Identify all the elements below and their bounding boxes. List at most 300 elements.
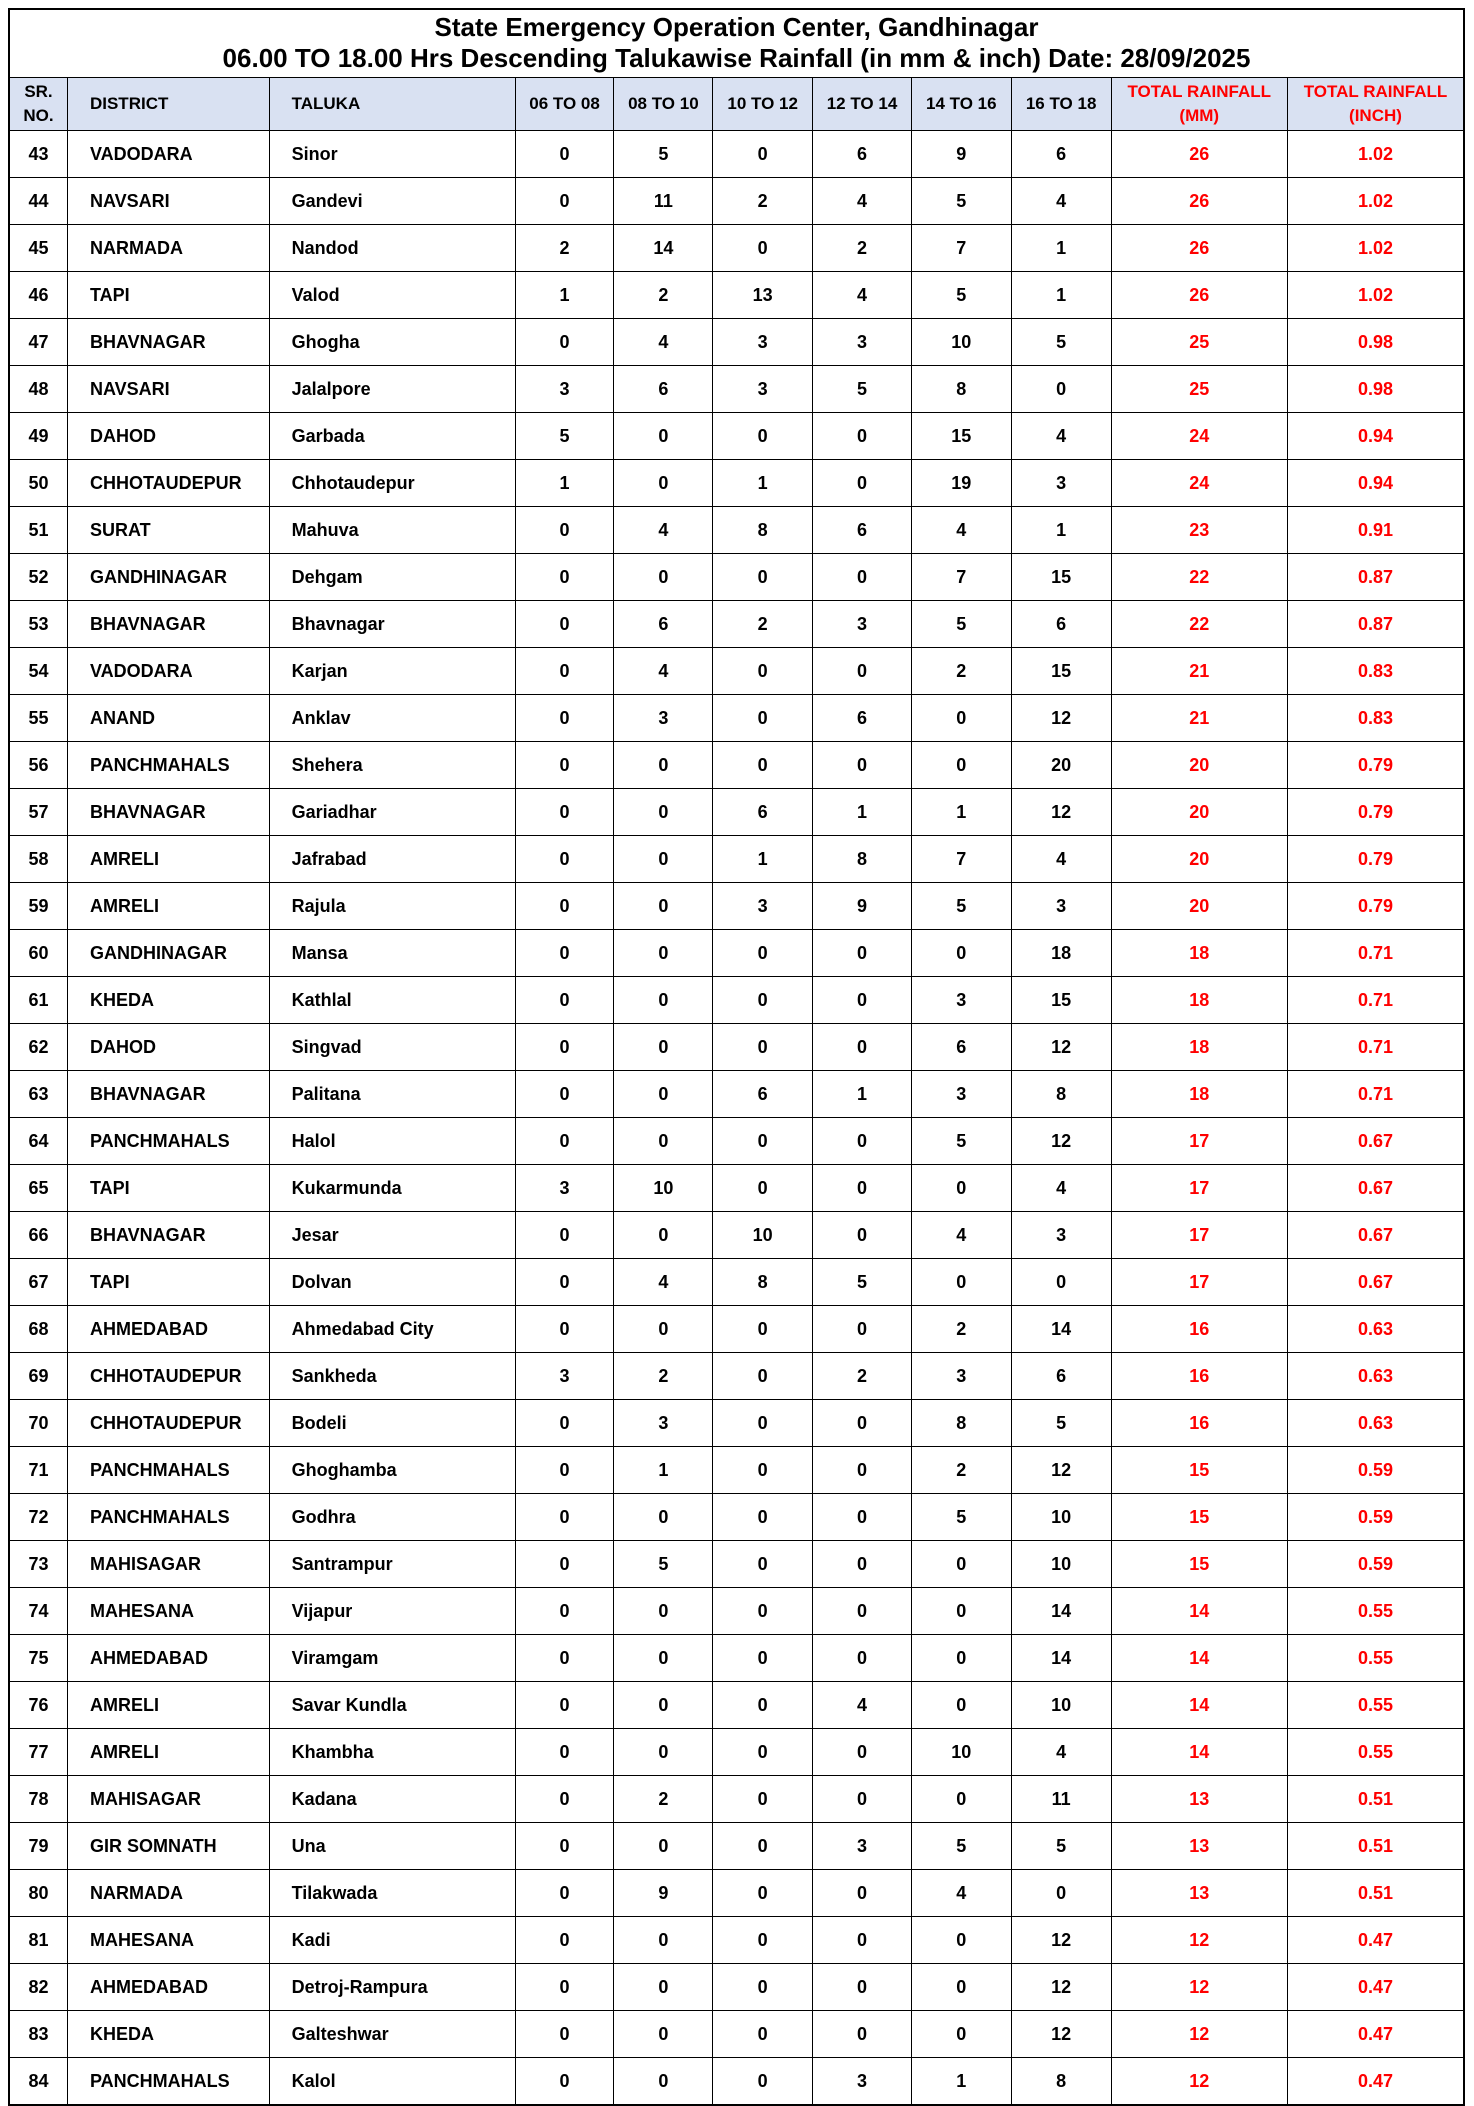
cell-district: AHMEDABAD [67, 1306, 269, 1353]
cell-08-to-10: 9 [614, 1870, 713, 1917]
cell-10-to-12: 0 [713, 225, 813, 272]
cell-total-inch: 1.02 [1287, 131, 1463, 178]
cell-total-mm: 26 [1111, 178, 1287, 225]
table-row [10, 742, 1463, 789]
cell-10-to-12: 0 [713, 1024, 813, 1071]
cell-12-to-14: 0 [813, 1165, 912, 1212]
table-row [10, 1212, 1463, 1259]
cell-06-to-08: 0 [515, 1259, 614, 1306]
cell-taluka: Dehgam [269, 554, 515, 601]
cell-total-inch: 0.67 [1287, 1118, 1463, 1165]
cell-district: NARMADA [67, 225, 269, 272]
table-row [10, 413, 1463, 460]
cell-taluka: Garbada [269, 413, 515, 460]
cell-14-to-16: 4 [911, 507, 1011, 554]
cell-06-to-08: 0 [515, 1588, 614, 1635]
cell-16-to-18: 4 [1011, 1165, 1111, 1212]
cell-06-to-08: 0 [515, 1917, 614, 1964]
cell-08-to-10: 0 [614, 1635, 713, 1682]
cell-10-to-12: 0 [713, 1447, 813, 1494]
cell-08-to-10: 0 [614, 460, 713, 507]
cell-12-to-14: 0 [813, 1870, 912, 1917]
cell-14-to-16: 15 [911, 413, 1011, 460]
cell-district: TAPI [67, 1259, 269, 1306]
cell-12-to-14: 0 [813, 1447, 912, 1494]
table-row [10, 836, 1463, 883]
cell-08-to-10: 3 [614, 1400, 713, 1447]
cell-district: PANCHMAHALS [67, 742, 269, 789]
cell-08-to-10: 5 [614, 1541, 713, 1588]
cell-12-to-14: 0 [813, 413, 912, 460]
cell-total-mm: 22 [1111, 554, 1287, 601]
cell-taluka: Mansa [269, 930, 515, 977]
cell-12-to-14: 4 [813, 178, 912, 225]
cell-12-to-14: 2 [813, 1353, 912, 1400]
cell-total-inch: 0.79 [1287, 742, 1463, 789]
cell-taluka: Valod [269, 272, 515, 319]
cell-10-to-12: 0 [713, 1400, 813, 1447]
cell-sr: 57 [10, 789, 67, 836]
cell-sr: 59 [10, 883, 67, 930]
cell-10-to-12: 0 [713, 554, 813, 601]
cell-14-to-16: 0 [911, 1588, 1011, 1635]
cell-sr: 44 [10, 178, 67, 225]
cell-district: BHAVNAGAR [67, 1071, 269, 1118]
cell-district: GANDHINAGAR [67, 554, 269, 601]
cell-08-to-10: 0 [614, 1917, 713, 1964]
cell-06-to-08: 0 [515, 1447, 614, 1494]
cell-total-inch: 0.55 [1287, 1682, 1463, 1729]
cell-10-to-12: 3 [713, 319, 813, 366]
cell-16-to-18: 3 [1011, 1212, 1111, 1259]
cell-total-inch: 0.83 [1287, 648, 1463, 695]
cell-sr: 68 [10, 1306, 67, 1353]
cell-10-to-12: 0 [713, 2011, 813, 2058]
cell-total-mm: 18 [1111, 977, 1287, 1024]
table-row [10, 319, 1463, 366]
cell-06-to-08: 0 [515, 1400, 614, 1447]
cell-total-inch: 0.55 [1287, 1588, 1463, 1635]
cell-sr: 45 [10, 225, 67, 272]
cell-total-mm: 17 [1111, 1165, 1287, 1212]
cell-district: PANCHMAHALS [67, 1447, 269, 1494]
cell-14-to-16: 3 [911, 1353, 1011, 1400]
cell-12-to-14: 0 [813, 977, 912, 1024]
cell-10-to-12: 0 [713, 1635, 813, 1682]
cell-10-to-12: 0 [713, 1306, 813, 1353]
cell-08-to-10: 0 [614, 554, 713, 601]
table-row [10, 1259, 1463, 1306]
cell-16-to-18: 12 [1011, 1917, 1111, 1964]
cell-08-to-10: 2 [614, 1353, 713, 1400]
cell-12-to-14: 0 [813, 1024, 912, 1071]
cell-08-to-10: 4 [614, 648, 713, 695]
cell-14-to-16: 3 [911, 1071, 1011, 1118]
cell-total-mm: 12 [1111, 2058, 1287, 2105]
cell-14-to-16: 5 [911, 1494, 1011, 1541]
cell-taluka: Gandevi [269, 178, 515, 225]
cell-total-inch: 0.47 [1287, 1917, 1463, 1964]
cell-total-inch: 1.02 [1287, 272, 1463, 319]
cell-12-to-14: 0 [813, 930, 912, 977]
cell-sr: 70 [10, 1400, 67, 1447]
cell-10-to-12: 0 [713, 1776, 813, 1823]
cell-12-to-14: 0 [813, 742, 912, 789]
rainfall-table [10, 78, 1463, 2105]
cell-08-to-10: 0 [614, 930, 713, 977]
cell-10-to-12: 0 [713, 1118, 813, 1165]
cell-sr: 47 [10, 319, 67, 366]
cell-total-mm: 13 [1111, 1870, 1287, 1917]
cell-total-inch: 0.67 [1287, 1165, 1463, 1212]
cell-taluka: Palitana [269, 1071, 515, 1118]
cell-16-to-18: 3 [1011, 460, 1111, 507]
cell-district: PANCHMAHALS [67, 1118, 269, 1165]
report-header [10, 10, 1463, 78]
table-row [10, 883, 1463, 930]
cell-total-mm: 21 [1111, 648, 1287, 695]
cell-10-to-12: 0 [713, 1870, 813, 1917]
cell-10-to-12: 2 [713, 178, 813, 225]
cell-district: TAPI [67, 1165, 269, 1212]
cell-total-mm: 20 [1111, 789, 1287, 836]
cell-total-mm: 16 [1111, 1306, 1287, 1353]
table-row [10, 695, 1463, 742]
cell-total-inch: 0.59 [1287, 1541, 1463, 1588]
cell-10-to-12: 8 [713, 1259, 813, 1306]
cell-12-to-14: 9 [813, 883, 912, 930]
cell-16-to-18: 6 [1011, 601, 1111, 648]
table-row [10, 1118, 1463, 1165]
cell-10-to-12: 3 [713, 366, 813, 413]
cell-12-to-14: 0 [813, 1964, 912, 2011]
cell-12-to-14: 0 [813, 1400, 912, 1447]
cell-06-to-08: 5 [515, 413, 614, 460]
col-header-total-mm: TOTAL RAINFALL (MM) [1111, 78, 1287, 131]
cell-taluka: Bhavnagar [269, 601, 515, 648]
cell-08-to-10: 0 [614, 1494, 713, 1541]
table-row [10, 789, 1463, 836]
cell-08-to-10: 5 [614, 131, 713, 178]
cell-total-inch: 0.55 [1287, 1729, 1463, 1776]
table-row [10, 1400, 1463, 1447]
cell-taluka: Kukarmunda [269, 1165, 515, 1212]
cell-district: AHMEDABAD [67, 1635, 269, 1682]
cell-06-to-08: 0 [515, 1776, 614, 1823]
cell-08-to-10: 0 [614, 1306, 713, 1353]
cell-total-mm: 26 [1111, 131, 1287, 178]
cell-08-to-10: 0 [614, 1729, 713, 1776]
cell-total-inch: 0.51 [1287, 1870, 1463, 1917]
cell-06-to-08: 0 [515, 836, 614, 883]
cell-08-to-10: 14 [614, 225, 713, 272]
cell-06-to-08: 0 [515, 1212, 614, 1259]
cell-total-inch: 0.63 [1287, 1353, 1463, 1400]
cell-08-to-10: 2 [614, 272, 713, 319]
cell-14-to-16: 2 [911, 1447, 1011, 1494]
cell-total-inch: 0.79 [1287, 836, 1463, 883]
cell-total-mm: 12 [1111, 1917, 1287, 1964]
cell-total-mm: 20 [1111, 742, 1287, 789]
cell-taluka: Bodeli [269, 1400, 515, 1447]
cell-06-to-08: 1 [515, 272, 614, 319]
cell-sr: 64 [10, 1118, 67, 1165]
cell-14-to-16: 0 [911, 1259, 1011, 1306]
table-row [10, 2011, 1463, 2058]
cell-total-mm: 18 [1111, 1071, 1287, 1118]
cell-total-inch: 0.79 [1287, 883, 1463, 930]
cell-total-mm: 26 [1111, 225, 1287, 272]
cell-district: MAHISAGAR [67, 1541, 269, 1588]
cell-08-to-10: 0 [614, 2058, 713, 2105]
col-header-06-to-08: 06 TO 08 [515, 78, 614, 131]
table-row [10, 178, 1463, 225]
cell-08-to-10: 4 [614, 319, 713, 366]
cell-08-to-10: 0 [614, 2011, 713, 2058]
cell-total-inch: 0.63 [1287, 1400, 1463, 1447]
cell-sr: 82 [10, 1964, 67, 2011]
cell-06-to-08: 0 [515, 131, 614, 178]
cell-14-to-16: 3 [911, 977, 1011, 1024]
cell-12-to-14: 0 [813, 1635, 912, 1682]
cell-08-to-10: 0 [614, 883, 713, 930]
cell-10-to-12: 0 [713, 648, 813, 695]
cell-taluka: Ahmedabad City [269, 1306, 515, 1353]
cell-sr: 77 [10, 1729, 67, 1776]
cell-16-to-18: 4 [1011, 413, 1111, 460]
cell-16-to-18: 10 [1011, 1682, 1111, 1729]
cell-06-to-08: 0 [515, 554, 614, 601]
cell-total-mm: 17 [1111, 1118, 1287, 1165]
cell-total-mm: 20 [1111, 883, 1287, 930]
cell-16-to-18: 14 [1011, 1306, 1111, 1353]
cell-16-to-18: 12 [1011, 2011, 1111, 2058]
cell-10-to-12: 1 [713, 836, 813, 883]
cell-06-to-08: 0 [515, 1635, 614, 1682]
cell-taluka: Kadi [269, 1917, 515, 1964]
cell-sr: 65 [10, 1165, 67, 1212]
cell-06-to-08: 3 [515, 366, 614, 413]
cell-total-inch: 0.94 [1287, 460, 1463, 507]
cell-12-to-14: 5 [813, 1259, 912, 1306]
cell-total-inch: 0.83 [1287, 695, 1463, 742]
cell-08-to-10: 0 [614, 1964, 713, 2011]
cell-08-to-10: 0 [614, 1118, 713, 1165]
cell-14-to-16: 0 [911, 1165, 1011, 1212]
cell-total-inch: 0.47 [1287, 2058, 1463, 2105]
cell-14-to-16: 5 [911, 1823, 1011, 1870]
cell-total-mm: 15 [1111, 1447, 1287, 1494]
cell-06-to-08: 0 [515, 1729, 614, 1776]
cell-sr: 66 [10, 1212, 67, 1259]
cell-14-to-16: 10 [911, 319, 1011, 366]
cell-total-mm: 12 [1111, 1964, 1287, 2011]
cell-14-to-16: 9 [911, 131, 1011, 178]
cell-sr: 69 [10, 1353, 67, 1400]
cell-14-to-16: 7 [911, 554, 1011, 601]
cell-total-inch: 0.51 [1287, 1776, 1463, 1823]
col-header-sr: SR. NO. [10, 78, 67, 131]
cell-total-mm: 20 [1111, 836, 1287, 883]
table-row [10, 554, 1463, 601]
cell-total-inch: 0.79 [1287, 789, 1463, 836]
cell-taluka: Sankheda [269, 1353, 515, 1400]
cell-06-to-08: 0 [515, 1682, 614, 1729]
table-row [10, 1494, 1463, 1541]
cell-06-to-08: 0 [515, 1823, 614, 1870]
cell-total-mm: 14 [1111, 1588, 1287, 1635]
table-row [10, 1917, 1463, 1964]
cell-total-inch: 0.98 [1287, 319, 1463, 366]
cell-16-to-18: 10 [1011, 1494, 1111, 1541]
cell-total-mm: 12 [1111, 2011, 1287, 2058]
cell-12-to-14: 0 [813, 648, 912, 695]
table-row [10, 1447, 1463, 1494]
cell-08-to-10: 0 [614, 1823, 713, 1870]
cell-12-to-14: 0 [813, 460, 912, 507]
col-header-12-to-14: 12 TO 14 [813, 78, 912, 131]
cell-08-to-10: 4 [614, 507, 713, 554]
cell-16-to-18: 10 [1011, 1541, 1111, 1588]
cell-sr: 74 [10, 1588, 67, 1635]
table-row [10, 1071, 1463, 1118]
cell-14-to-16: 0 [911, 2011, 1011, 2058]
cell-10-to-12: 0 [713, 930, 813, 977]
cell-district: BHAVNAGAR [67, 789, 269, 836]
cell-08-to-10: 0 [614, 977, 713, 1024]
cell-sr: 71 [10, 1447, 67, 1494]
cell-16-to-18: 12 [1011, 695, 1111, 742]
cell-district: BHAVNAGAR [67, 601, 269, 648]
cell-district: GIR SOMNATH [67, 1823, 269, 1870]
cell-sr: 51 [10, 507, 67, 554]
cell-08-to-10: 2 [614, 1776, 713, 1823]
cell-06-to-08: 1 [515, 460, 614, 507]
cell-total-inch: 0.71 [1287, 977, 1463, 1024]
cell-district: BHAVNAGAR [67, 319, 269, 366]
cell-total-inch: 0.55 [1287, 1635, 1463, 1682]
cell-16-to-18: 4 [1011, 1729, 1111, 1776]
table-row [10, 1729, 1463, 1776]
cell-08-to-10: 0 [614, 1212, 713, 1259]
cell-08-to-10: 0 [614, 1071, 713, 1118]
cell-total-mm: 17 [1111, 1212, 1287, 1259]
cell-06-to-08: 0 [515, 883, 614, 930]
cell-06-to-08: 0 [515, 930, 614, 977]
table-row [10, 1870, 1463, 1917]
cell-total-inch: 0.87 [1287, 554, 1463, 601]
cell-10-to-12: 10 [713, 1212, 813, 1259]
cell-district: AMRELI [67, 883, 269, 930]
cell-06-to-08: 0 [515, 507, 614, 554]
cell-16-to-18: 0 [1011, 366, 1111, 413]
cell-taluka: Karjan [269, 648, 515, 695]
cell-08-to-10: 0 [614, 413, 713, 460]
cell-taluka: Viramgam [269, 1635, 515, 1682]
cell-12-to-14: 6 [813, 507, 912, 554]
table-header-row [10, 78, 1463, 131]
cell-taluka: Halol [269, 1118, 515, 1165]
col-header-district: DISTRICT [67, 78, 269, 131]
cell-14-to-16: 1 [911, 2058, 1011, 2105]
cell-total-inch: 0.91 [1287, 507, 1463, 554]
cell-10-to-12: 0 [713, 1729, 813, 1776]
cell-14-to-16: 8 [911, 1400, 1011, 1447]
cell-taluka: Mahuva [269, 507, 515, 554]
cell-14-to-16: 7 [911, 225, 1011, 272]
cell-district: SURAT [67, 507, 269, 554]
table-body [10, 131, 1463, 2105]
cell-08-to-10: 0 [614, 789, 713, 836]
cell-total-inch: 0.87 [1287, 601, 1463, 648]
cell-taluka: Vijapur [269, 1588, 515, 1635]
cell-14-to-16: 0 [911, 1964, 1011, 2011]
cell-taluka: Shehera [269, 742, 515, 789]
cell-14-to-16: 5 [911, 272, 1011, 319]
cell-district: CHHOTAUDEPUR [67, 1400, 269, 1447]
cell-14-to-16: 2 [911, 648, 1011, 695]
cell-14-to-16: 1 [911, 789, 1011, 836]
table-row [10, 1024, 1463, 1071]
cell-district: ANAND [67, 695, 269, 742]
cell-14-to-16: 5 [911, 1118, 1011, 1165]
cell-12-to-14: 4 [813, 1682, 912, 1729]
cell-10-to-12: 0 [713, 695, 813, 742]
cell-12-to-14: 2 [813, 225, 912, 272]
cell-total-mm: 25 [1111, 319, 1287, 366]
cell-district: KHEDA [67, 2011, 269, 2058]
cell-district: PANCHMAHALS [67, 1494, 269, 1541]
cell-district: CHHOTAUDEPUR [67, 1353, 269, 1400]
table-row [10, 1823, 1463, 1870]
cell-06-to-08: 0 [515, 1071, 614, 1118]
cell-14-to-16: 6 [911, 1024, 1011, 1071]
cell-taluka: Kadana [269, 1776, 515, 1823]
table-row [10, 366, 1463, 413]
cell-14-to-16: 0 [911, 1682, 1011, 1729]
cell-16-to-18: 6 [1011, 131, 1111, 178]
cell-total-mm: 18 [1111, 930, 1287, 977]
cell-sr: 54 [10, 648, 67, 695]
cell-12-to-14: 3 [813, 1823, 912, 1870]
col-header-08-to-10: 08 TO 10 [614, 78, 713, 131]
cell-10-to-12: 0 [713, 1588, 813, 1635]
table-row [10, 131, 1463, 178]
cell-10-to-12: 1 [713, 460, 813, 507]
cell-06-to-08: 0 [515, 1494, 614, 1541]
cell-12-to-14: 0 [813, 1776, 912, 1823]
cell-taluka: Detroj-Rampura [269, 1964, 515, 2011]
cell-sr: 63 [10, 1071, 67, 1118]
cell-sr: 62 [10, 1024, 67, 1071]
cell-total-mm: 24 [1111, 460, 1287, 507]
cell-16-to-18: 3 [1011, 883, 1111, 930]
cell-10-to-12: 0 [713, 742, 813, 789]
cell-district: VADODARA [67, 648, 269, 695]
cell-12-to-14: 0 [813, 554, 912, 601]
table-row [10, 507, 1463, 554]
cell-taluka: Jesar [269, 1212, 515, 1259]
cell-total-mm: 17 [1111, 1259, 1287, 1306]
cell-taluka: Dolvan [269, 1259, 515, 1306]
cell-district: MAHESANA [67, 1917, 269, 1964]
table-row [10, 1165, 1463, 1212]
table-row [10, 1541, 1463, 1588]
cell-district: MAHISAGAR [67, 1776, 269, 1823]
cell-16-to-18: 18 [1011, 930, 1111, 977]
cell-total-mm: 16 [1111, 1400, 1287, 1447]
cell-14-to-16: 4 [911, 1212, 1011, 1259]
